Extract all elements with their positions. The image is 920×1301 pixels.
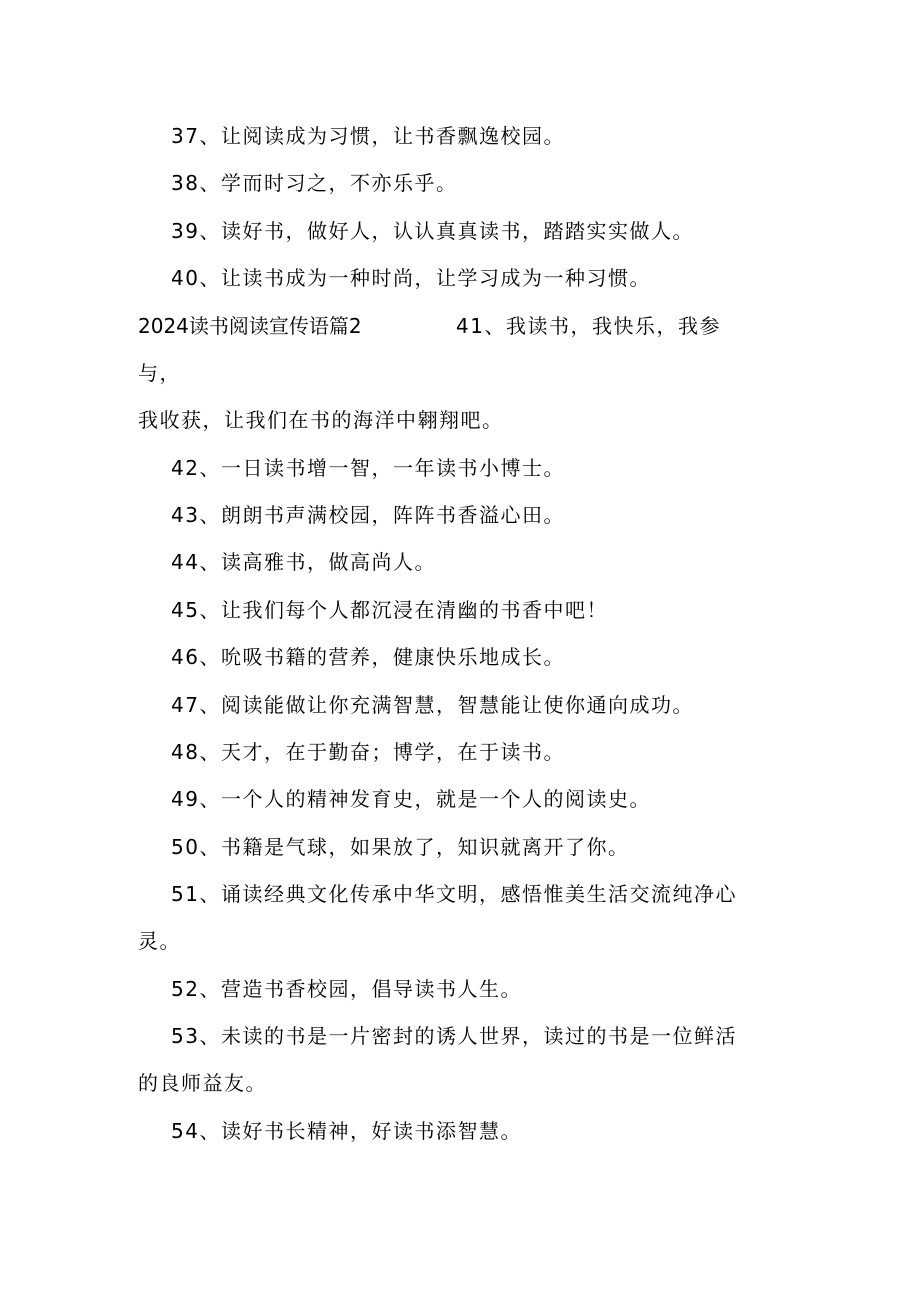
slogan-51-cont: 灵。 [138,929,181,953]
slogan-43: 43、朗朗书声满校园，阵阵书香溢心田。 [171,503,565,527]
slogan-37: 37、让阅读成为习惯，让书香飘逸校园。 [171,124,565,148]
slogan-51: 51、诵读经典文化传承中华文明，感悟惟美生活交流纯净心 [171,882,737,906]
slogan-41-cont-1: 与， [138,361,181,385]
slogan-49: 49、一个人的精神发育史，就是一个人的阅读史。 [171,787,651,811]
slogan-45: 45、让我们每个人都沉浸在清幽的书香中吧！ [171,598,608,622]
slogan-44: 44、读高雅书，做高尚人。 [171,550,436,574]
slogan-53-cont: 的良师益友。 [138,1071,267,1095]
slogan-39: 39、读好书，做好人，认认真真读书，踏踏实实做人。 [171,219,694,243]
slogan-54: 54、读好书长精神，好读书添智慧。 [171,1119,522,1143]
slogan-41-cont-2: 我收获，让我们在书的海洋中翱翔吧。 [138,408,504,432]
slogan-47: 47、阅读能做让你充满智慧，智慧能让使你通向成功。 [171,693,694,717]
section-heading: 2024读书阅读宣传语篇2 [138,314,362,338]
slogan-42: 42、一日读书增一智，一年读书小博士。 [171,456,565,480]
slogan-48: 48、天才，在于勤奋；博学，在于读书。 [171,740,565,764]
slogan-50: 50、书籍是气球，如果放了，知识就离开了你。 [171,835,630,859]
slogan-41: 41、我读书，我快乐，我参 [456,314,721,338]
slogan-38: 38、学而时习之，不亦乐乎。 [171,171,458,195]
slogan-53: 53、未读的书是一片密封的诱人世界，读过的书是一位鲜活 [171,1024,737,1048]
slogan-40: 40、让读书成为一种时尚，让学习成为一种习惯。 [171,266,651,290]
slogan-46: 46、吮吸书籍的营养，健康快乐地成长。 [171,645,565,669]
slogan-52: 52、营造书香校园，倡导读书人生。 [171,977,522,1001]
